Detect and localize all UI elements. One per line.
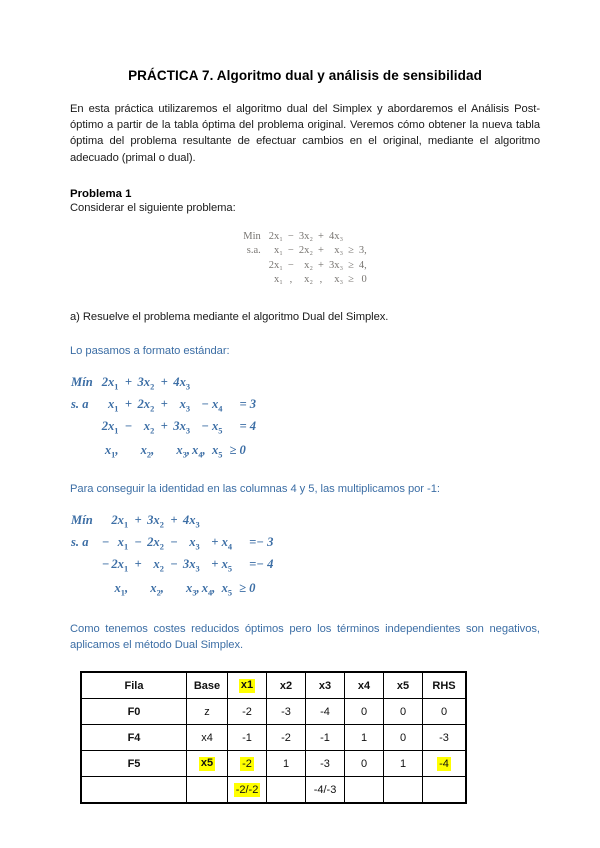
page-title: PRÁCTICA 7. Algoritmo dual y análisis de sensibilidad <box>128 68 482 83</box>
standard-form-block <box>70 373 540 463</box>
original-problem-row <box>241 273 369 287</box>
cell-r0-c5: 0 <box>345 699 384 725</box>
cell-highlight: x5 <box>200 757 214 770</box>
var-x1: $x_1$, <box>104 443 119 460</box>
constraint-row-2 <box>70 555 274 577</box>
negated-form-table <box>70 511 274 601</box>
cell-r1-c0: F4 <box>81 725 187 751</box>
simplex-row <box>81 751 466 777</box>
cell-r1-c1: x4 <box>187 725 228 751</box>
row-label <box>241 259 267 273</box>
negated-form-block <box>70 511 540 601</box>
term-3: x₃ <box>334 273 344 285</box>
term-2: x₂ <box>304 259 314 271</box>
operator-1: + <box>134 557 142 572</box>
relation: ≥ <box>348 259 354 271</box>
row-label <box>241 273 267 287</box>
term-x5: + $x_5$ <box>211 557 233 574</box>
cell-r3-c1 <box>187 777 228 804</box>
constraint-row-1 <box>70 395 257 417</box>
var-x4-x5: $x_4$, $x_5$ <box>192 443 223 460</box>
constraint-row-2 <box>70 417 257 439</box>
term-x1: $2x_1$ <box>111 513 129 530</box>
term-3: 4x₃ <box>328 231 344 243</box>
cell-r0-c0: F0 <box>81 699 187 725</box>
rhs <box>357 230 369 244</box>
term-1: x₁ <box>274 245 283 257</box>
var-x4-x5: $x_4$, $x_5$ <box>201 581 233 598</box>
operator-1: − <box>287 245 294 257</box>
term-x2: $3x_2$ <box>147 513 164 530</box>
simplex-header-row <box>81 672 466 699</box>
term-3: x₃ <box>334 245 344 257</box>
row-label <box>70 439 101 463</box>
objective-label: Min <box>243 231 261 243</box>
term-x3: $x_3$ <box>179 397 191 414</box>
original-problem-row <box>241 244 369 258</box>
cell-r2-c6: 1 <box>384 751 423 777</box>
operator-1: − <box>134 535 142 550</box>
column-header-fila: Fila <box>81 672 187 699</box>
term-x1: $2x_1$ <box>101 375 119 392</box>
nonnegativity-row <box>70 439 257 463</box>
column-header-x1 <box>228 672 267 699</box>
operator-2: + <box>160 375 168 390</box>
term-2: x₂ <box>304 273 314 285</box>
constraint-row-1 <box>70 533 274 555</box>
operator-2: − <box>170 535 178 550</box>
column-header-x4: x4 <box>345 672 384 699</box>
constraint-label: s. a <box>71 397 89 412</box>
cell-r1-c7: -3 <box>423 725 467 751</box>
constraint-label: s. a <box>71 535 89 550</box>
constraint-label: s.a. <box>246 245 261 257</box>
simplex-row <box>81 777 466 804</box>
operator-2: + <box>318 245 324 257</box>
cell-r3-c4: -4/-3 <box>306 777 345 804</box>
cell-highlight: -2/-2 <box>235 783 259 796</box>
term-1: x₁ <box>274 273 283 285</box>
relation: ≥ 0 <box>229 443 246 458</box>
cell-r0-c1: z <box>187 699 228 725</box>
operator-1: + <box>124 375 133 390</box>
cell-r3-c3 <box>267 777 306 804</box>
cell-r3-c2 <box>228 777 267 804</box>
cell-r2-c0: F5 <box>81 751 187 777</box>
operator-2: − <box>170 557 178 572</box>
term-x4: − $x_4$ <box>201 397 223 414</box>
column-header-x3: x3 <box>306 672 345 699</box>
var-x3: $x_3$, <box>186 581 200 598</box>
cell-r2-c3: 1 <box>267 751 306 777</box>
term-x2: $3x_2$ <box>137 375 155 392</box>
cell-r1-c4: -1 <box>306 725 345 751</box>
spacer-2 <box>155 439 172 463</box>
cell-r3-c6 <box>384 777 423 804</box>
relation <box>233 511 274 533</box>
operator-2: + <box>318 231 324 243</box>
objective-label: Mín <box>71 375 93 390</box>
relation: =− 4 <box>249 557 274 572</box>
term-x2: $x_2$ <box>153 557 164 574</box>
blue-note-dual-simplex: Como tenemos costes reducidos óptimos pero los términos independientes son negativos, aplicamos el método Dual Simplex. <box>70 622 540 652</box>
term-x1: $2x_1$ <box>101 419 119 436</box>
term-x1: $2x_1$ <box>111 557 129 574</box>
operator-2: , <box>319 273 323 285</box>
relation: ≥ <box>348 245 354 257</box>
operator-2: + <box>160 397 168 412</box>
column-header-rhs: RHS <box>423 672 467 699</box>
original-problem-table <box>241 230 369 287</box>
term-x3: $3x_3$ <box>182 557 200 574</box>
relation: = 3 <box>239 397 257 412</box>
term-x4: + $x_4$ <box>211 535 233 552</box>
original-problem-formula <box>70 230 540 287</box>
var-x3: $x_3$, <box>176 443 191 460</box>
cell-r1-c5: 1 <box>345 725 384 751</box>
sign-lead <box>101 511 111 533</box>
sign-lead <box>101 577 111 601</box>
term-x2: $2x_2$ <box>147 535 164 552</box>
term-slack <box>201 511 233 533</box>
cell-r2-c1 <box>187 751 228 777</box>
cell-r2-c4: -3 <box>306 751 345 777</box>
blue-note-standard-form: Lo pasamos a formato estándar: <box>70 345 230 358</box>
cell-r2-c2 <box>228 751 267 777</box>
term-1: 2x₁ <box>268 231 283 243</box>
cell-r3-c5 <box>345 777 384 804</box>
operator-2: + <box>318 259 324 271</box>
rhs: 3, <box>358 245 367 257</box>
relation: = 4 <box>239 419 257 434</box>
row-label <box>70 417 101 439</box>
operator-1: − <box>287 259 294 271</box>
term-x3: $x_3$ <box>189 535 200 552</box>
term-2: 2x₂ <box>298 245 314 257</box>
cell-r1-c2: -1 <box>228 725 267 751</box>
cell-r0-c3: -3 <box>267 699 306 725</box>
pivot-column-highlight: x1 <box>240 679 254 692</box>
cell-r0-c4: -4 <box>306 699 345 725</box>
original-problem-row <box>241 259 369 273</box>
term-x2: $x_2$ <box>143 419 155 436</box>
cell-r3-c0 <box>81 777 187 804</box>
var-x1: $x_1$, <box>114 581 129 598</box>
cell-r2-c5: 0 <box>345 751 384 777</box>
row-label <box>70 555 101 577</box>
term-x1: $x_1$ <box>117 535 129 552</box>
nonnegativity-row <box>70 577 274 601</box>
term-3: 3x₃ <box>328 259 344 271</box>
operator-1: + <box>134 513 142 528</box>
simplex-tableau-wrap <box>80 671 540 804</box>
simplex-tableau <box>80 671 467 804</box>
term-x1: $x_1$ <box>108 397 119 414</box>
spacer-1 <box>119 439 136 463</box>
term-x2: $2x_2$ <box>137 397 155 414</box>
term-2: 3x₂ <box>298 231 314 243</box>
problem-heading: Problema 1 <box>70 187 132 200</box>
rhs: 4, <box>358 259 367 271</box>
objective-label: Mín <box>71 513 93 528</box>
cell-r0-c6: 0 <box>384 699 423 725</box>
term-1: 2x₁ <box>268 259 283 271</box>
operator-1: + <box>124 397 133 412</box>
sign-lead: − <box>101 557 110 572</box>
operator-1: − <box>287 231 294 243</box>
operator-1: − <box>124 419 133 434</box>
var-x2: $x_2$, <box>150 581 164 598</box>
spacer-2 <box>165 577 182 601</box>
column-header-x2: x2 <box>267 672 306 699</box>
objective-row <box>70 511 274 533</box>
sign-lead: − <box>101 535 110 550</box>
relation: =− 3 <box>249 535 274 550</box>
cell-r2-c7 <box>423 751 467 777</box>
term-x4 <box>191 373 223 395</box>
column-header-base: Base <box>187 672 228 699</box>
intro-paragraph: En esta práctica utilizaremos el algoritmo dual del Simplex y abordaremos el Análisis Post-óptimo a partir de la tabla óptima del problema original. Veremos cómo obtener la nueva tabla óptima del problema resultante de efectuar cambios en el original, mediante el algoritmo adecuado (primal o dual). <box>70 103 540 164</box>
cell-r1-c6: 0 <box>384 725 423 751</box>
rhs: 0 <box>361 273 367 285</box>
problem-lead: Considerar el siguiente problema: <box>70 201 236 214</box>
term-x3: $4x_3$ <box>182 513 200 530</box>
operator-2: + <box>170 513 178 528</box>
cell-r3-c7 <box>423 777 467 804</box>
simplex-row <box>81 725 466 751</box>
column-header-x5: x5 <box>384 672 423 699</box>
relation <box>223 373 257 395</box>
relation: ≥ 0 <box>239 581 256 596</box>
cell-r0-c2: -2 <box>228 699 267 725</box>
cell-r1-c3: -2 <box>267 725 306 751</box>
cell-highlight: -2 <box>242 757 252 770</box>
relation <box>345 230 357 244</box>
question-a: a) Resuelve el problema mediante el algoritmo Dual del Simplex. <box>70 310 389 323</box>
relation: ≥ <box>348 273 354 285</box>
term-x3: $4x_3$ <box>173 375 191 392</box>
simplex-row <box>81 699 466 725</box>
objective-row <box>70 373 257 395</box>
operator-1: , <box>289 273 293 285</box>
standard-form-table <box>70 373 257 463</box>
operator-2: + <box>160 419 168 434</box>
term-x5: − $x_5$ <box>201 419 223 436</box>
var-x2: $x_2$, <box>140 443 155 460</box>
original-problem-row <box>241 230 369 244</box>
term-x3: $3x_3$ <box>173 419 191 436</box>
blue-note-identity: Para conseguir la identidad en las columnas 4 y 5, las multiplicamos por -1: <box>70 483 440 496</box>
row-label <box>70 577 101 601</box>
cell-highlight: -4 <box>439 757 449 770</box>
spacer-1 <box>129 577 146 601</box>
cell-r0-c7: 0 <box>423 699 467 725</box>
